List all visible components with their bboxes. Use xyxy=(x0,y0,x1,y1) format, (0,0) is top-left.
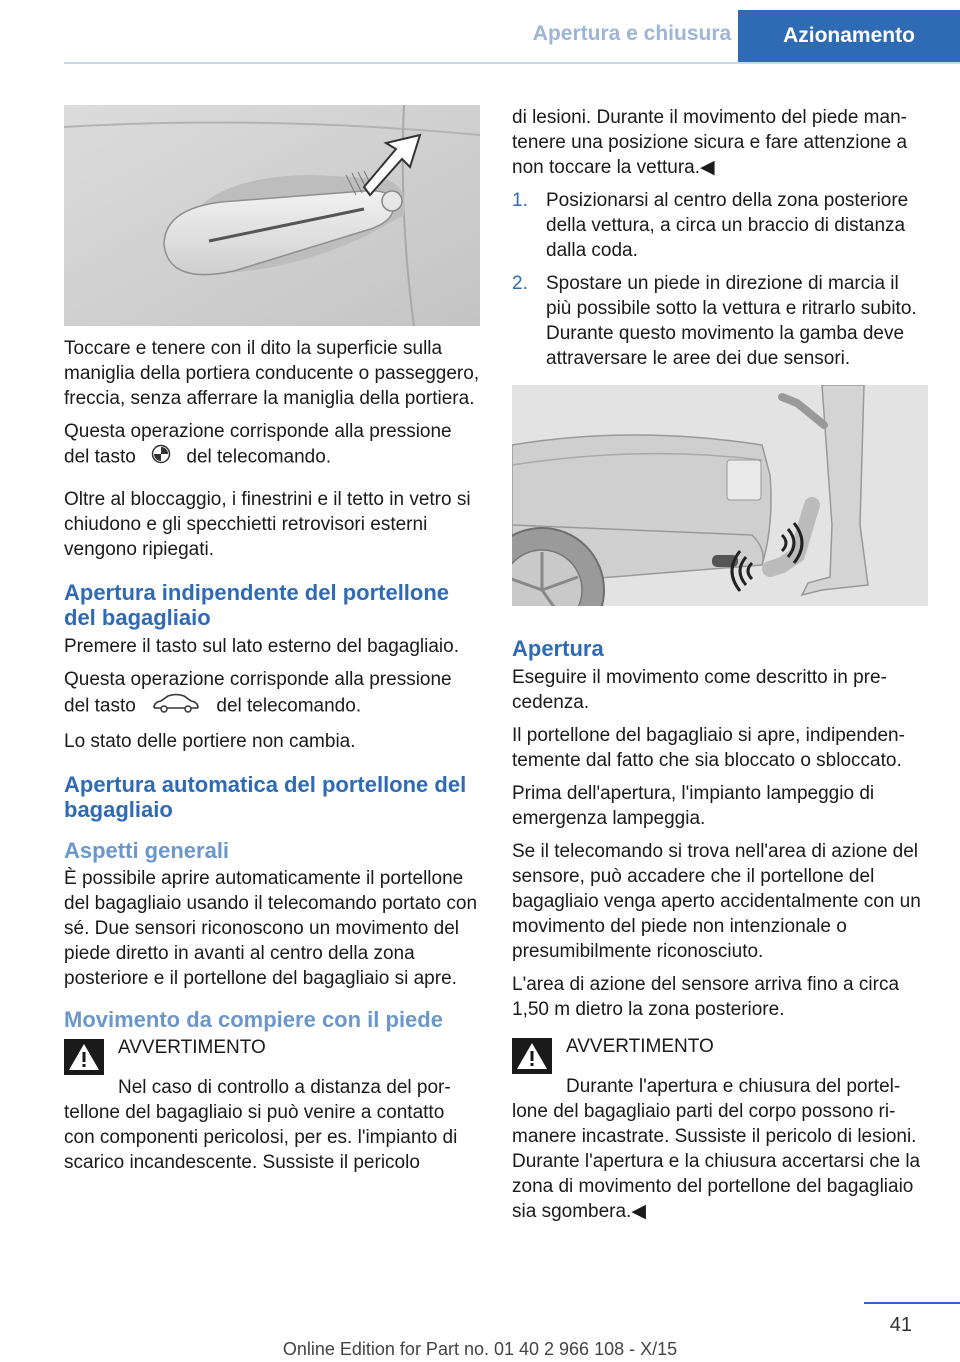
left-column xyxy=(64,105,480,1183)
paragraph: Eseguire il movimento come descritto in precedenza. xyxy=(512,667,887,713)
text: del telecomando. xyxy=(216,695,362,717)
chapter-tab[interactable]: Azionamento xyxy=(738,10,960,62)
step-number: 2. xyxy=(512,273,528,294)
paragraph: Lo stato delle portiere non cambia. xyxy=(64,731,356,752)
paragraph: Il portellone del bagagliaio si apre, indipendentemente dal fatto che sia bloccato o sbloccato. xyxy=(512,725,905,771)
text: Questa operazione corrisponde alla pressione del tasto xyxy=(64,421,452,468)
paragraph xyxy=(64,419,480,471)
warning-text xyxy=(512,1074,928,1224)
warning-title: AVVERTIMENTO xyxy=(566,1036,714,1057)
steps-list xyxy=(512,188,928,371)
paragraph: Prima dell'apertura, l'impianto lampeggio di emergenza lampeggia. xyxy=(512,783,875,829)
header-rule xyxy=(64,62,960,64)
edition-footer: Online Edition for Part no. 01 40 2 966 108 - X/15 xyxy=(282,1339,678,1359)
lock-button-icon xyxy=(151,444,171,471)
warning-icon xyxy=(64,1039,104,1075)
warning-block xyxy=(512,1034,928,1074)
paragraph: L'area di azione del sensore arriva fino a circa 1,50 m dietro la zona posteriore. xyxy=(512,974,900,1020)
paragraph xyxy=(64,667,480,721)
paragraph: di lesioni. Durante il movimento del piede mantenere una posizione sicura e fare attenzione a non toccare la vettura.◀ xyxy=(512,107,908,178)
page-header xyxy=(64,0,960,64)
step-text: Posizionarsi al centro della zona posteriore della vettura, a circa un braccio di distanza dalla coda. xyxy=(546,190,909,261)
paragraph: Se il telecomando si trova nell'area di azione del sensore, può accadere che il portellone del bagagliaio venga aperto accidentalmente con un movimento del piede non intenzionale o presumibilmente riconosciuto. xyxy=(512,841,921,962)
page-number: 41 xyxy=(889,1314,912,1336)
list-item xyxy=(512,188,928,263)
footer-rule xyxy=(864,1302,960,1304)
heading-trunk-independent: Apertura indipendente del portellone del bagagliaio xyxy=(64,580,450,630)
foot-gesture-illustration xyxy=(512,385,928,606)
warning-block xyxy=(64,1035,480,1075)
paragraph: È possibile aprire automaticamente il portellone del bagagliaio usando il telecomando portato con sé. Due sensori riconoscono un movimento del piede diretto in avanti al centro della zona posteriore e il portellone del bagagliaio si apre. xyxy=(64,868,478,989)
heading-opening: Apertura xyxy=(512,636,604,661)
step-number: 1. xyxy=(512,190,528,211)
paragraph: Oltre al bloccaggio, i finestrini e il tetto in vetro si chiudono e gli specchietti retrovisori esterni vengono ripiegati. xyxy=(64,489,471,560)
text: Questa operazione corrisponde alla pressione del tasto xyxy=(64,669,452,717)
text: Durante l'apertura e chiusura del portellone del bagagliaio parti del corpo possono rimanere incastrate. Sussiste il pericolo di lesioni. Durante l'apertura e la chiusura accertarsi che la zona di movimento del portellone del bagagliaio sia sgombera.◀ xyxy=(512,1076,921,1222)
text: del telecomando. xyxy=(186,446,332,468)
right-column xyxy=(512,105,928,1232)
subheading-foot-movement: Movimento da compiere con il piede xyxy=(64,1007,443,1032)
foot-gesture-figure xyxy=(512,385,928,606)
section-tab[interactable]: Apertura e chiusura xyxy=(532,22,732,45)
trunk-button-icon xyxy=(151,692,201,721)
heading-trunk-automatic: Apertura automatica del portellone del bagagliaio xyxy=(64,772,467,822)
warning-text xyxy=(64,1075,480,1175)
text: Nel caso di controllo a distanza del portellone del bagagliaio si può venire a contatto con componenti pericolosi, per es. l'impianto di scarico incandescente. Sussiste il pericolo xyxy=(64,1077,458,1173)
subheading-general: Aspetti generali xyxy=(64,838,230,863)
warning-title: AVVERTIMENTO xyxy=(118,1037,266,1058)
list-item xyxy=(512,271,928,371)
paragraph: Premere il tasto sul lato esterno del bagagliaio. xyxy=(64,636,460,657)
paragraph: Toccare e tenere con il dito la superficie sulla maniglia della portiera conducente o passeggero, freccia, senza afferrare la maniglia della portiera. xyxy=(64,338,480,409)
door-handle-illustration xyxy=(64,105,480,326)
door-handle-figure xyxy=(64,105,480,326)
step-text: Spostare un piede in direzione di marcia il più possibile sotto la vettura e ritrarlo subito. Durante questo movimento la gamba deve attraversare le aree dei due sensori. xyxy=(546,273,917,369)
warning-icon xyxy=(512,1038,552,1074)
